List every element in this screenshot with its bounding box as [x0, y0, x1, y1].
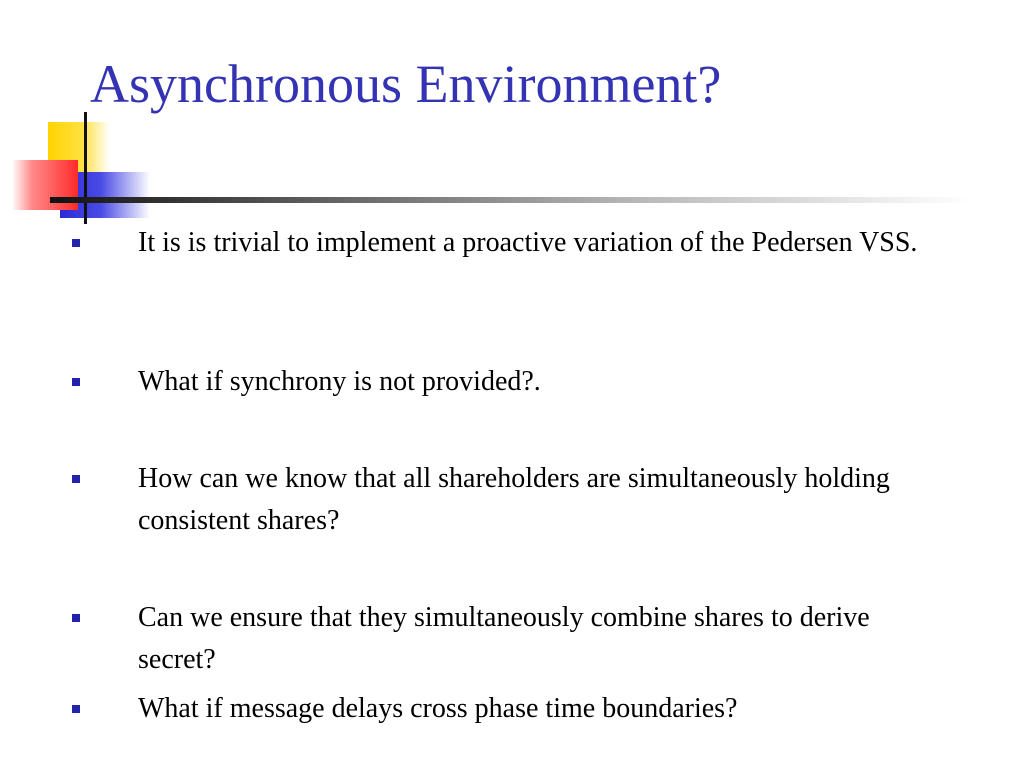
slide-title: Asynchronous Environment? [90, 54, 722, 114]
bullet-text: What if message delays cross phase time boundaries? [138, 693, 738, 724]
bullet-square-icon [72, 705, 80, 713]
bullet-text: What if synchrony is not provided?. [138, 366, 541, 397]
bullet-square-icon [72, 614, 80, 622]
bullet-text: Can we ensure that they simultaneously combine shares to derive secret? [138, 602, 870, 675]
bullet-square-icon [72, 378, 80, 386]
title-underline-rule [50, 197, 970, 203]
bullet-text: How can we know that all shareholders are simultaneously holding consistent shares? [138, 463, 890, 536]
bullet-text: It is is trivial to implement a proactive variation of the Pedersen VSS. [138, 227, 918, 258]
bullet-square-icon [72, 475, 80, 483]
bullet-square-icon [72, 239, 80, 247]
logo-vertical-line [84, 112, 87, 224]
